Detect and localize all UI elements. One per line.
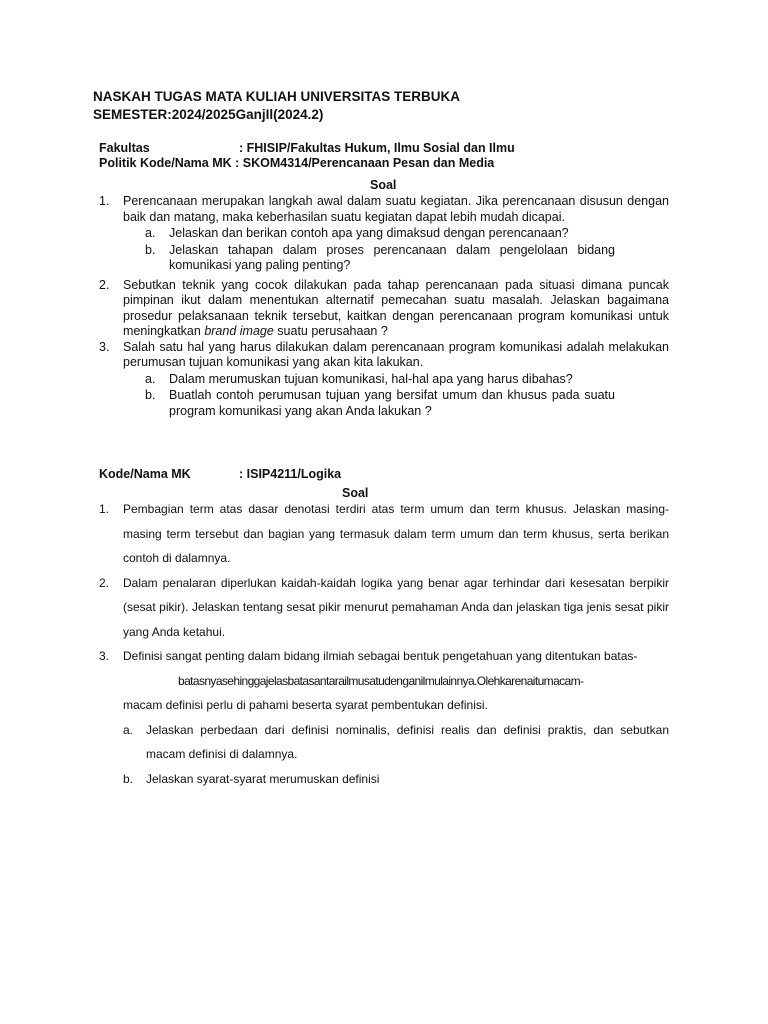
sub-letter: a.	[145, 226, 156, 240]
sub-letter: a.	[145, 371, 156, 386]
question-text-line-3: macam definisi perlu di pahami beserta syarat pembentukan definisi.	[123, 698, 488, 712]
question-text: Sebutkan teknik yang cocok dilakukan pada tahap perencanaan pada situasi dimana puncak pimpinan ikut dalam menentukan alternatif pemecahan suatu masalah. Jelaskan bagaimana prosedur pelaksanaan teknik tersebut, kaitkan dengan perencanaan program komunikasi untuk meningkatkan	[123, 277, 669, 338]
course1-question-1a	[99, 226, 615, 242]
course2-questions	[99, 497, 669, 791]
question-text: Dalam penalaran diperlukan kaidah-kaidah logika yang benar agar terhindar dari kesesatan berpikir (sesat pikir). Jelaskan tentang sesat pikir menurut pemahaman Anda dan jelaskan tiga jenis sesat pikir yang Anda ketahui.	[123, 575, 669, 639]
fakultas-row	[99, 141, 669, 156]
course1-soal-heading: Soal	[370, 178, 397, 192]
course1-question-3	[99, 340, 669, 371]
course2-question-3	[99, 644, 669, 718]
course1-question-1	[99, 194, 669, 225]
sub-text: Jelaskan perbedaan dari definisi nominalis, definisi realis dan definisi praktis, dan sebutkan macam definisi di dalamnya.	[146, 722, 669, 761]
course2-kode-value: : ISIP4211/Logika	[239, 467, 342, 481]
course1-question-1b	[99, 243, 615, 274]
brand-image-term: brand image	[204, 324, 274, 338]
course1-question-3b	[99, 388, 615, 419]
sub-letter: b.	[145, 242, 156, 257]
course2-question-3a	[99, 718, 669, 767]
semester-line: SEMESTER:2024/2025GanjIl(2024.2)	[93, 107, 324, 122]
sub-text: Jelaskan tahapan dalam proses perencanaan dalam pengelolaan bidang komunikasi yang paling penting?	[169, 242, 615, 272]
question-text-line-2: batasnyasehinggajelasbatasantarailmusatudenganilmulainnya.Olehkarenaitumacam-	[178, 673, 584, 688]
sub-text: Dalam merumuskan tujuan komunikasi, hal-hal apa yang harus dibahas?	[169, 371, 573, 386]
course1-question-2	[99, 278, 669, 340]
course1-kode-row: Politik Kode/Nama MK : SKOM4314/Perencanaan Pesan dan Media	[99, 156, 495, 170]
question-text: Perencanaan merupakan langkah awal dalam suatu kegiatan. Jika perencanaan disusun dengan baik dan matang, maka keberhasilan suatu kegiatan dapat lebih mudah dicapai.	[123, 194, 669, 224]
sub-letter: a.	[123, 722, 134, 737]
course2-question-1	[99, 497, 669, 571]
sub-text: Jelaskan syarat-syarat merumuskan definisi	[146, 771, 380, 786]
question-number: 3.	[99, 649, 110, 663]
course1-meta	[99, 141, 669, 171]
course1-questions	[99, 194, 669, 419]
question-number: 2.	[99, 277, 110, 292]
question-number: 3.	[99, 339, 110, 354]
sub-text: Buatlah contoh perumusan tujuan yang bersifat umum dan khusus pada suatu program komunikasi yang akan Anda lakukan ?	[169, 388, 615, 418]
fakultas-label: Fakultas	[99, 141, 150, 155]
question-text: Pembagian term atas dasar denotasi terdiri atas term umum dan term khusus. Jelaskan masing- masing term tersebut dan bagian yang termasuk dalam term umum dan term khusus, serta berikan contoh di dalamnya.	[123, 502, 669, 565]
course2-kode-label: Kode/Nama MK	[99, 467, 191, 481]
question-number: 1.	[99, 502, 110, 516]
course1-question-3a	[99, 372, 615, 388]
fakultas-value: : FHISIP/Fakultas Hukum, Ilmu Sosial dan Ilmu	[239, 141, 515, 155]
question-text-line-1: Definisi sangat penting dalam bidang ilmiah sebagai bentuk pengetahuan yang ditentukan batas-	[123, 649, 638, 663]
course2-question-3b	[99, 767, 669, 792]
question-text: Salah satu hal yang harus dilakukan dalam perencanaan program komunikasi adalah melakukan perumusan tujuan komunikasi yang akan kita lakukan.	[123, 339, 669, 369]
course2-soal-heading: Soal	[342, 486, 369, 500]
question-number: 2.	[99, 575, 110, 590]
course2-question-2	[99, 571, 669, 645]
sub-letter: b.	[145, 388, 156, 402]
document-title: NASKAH TUGAS MATA KULIAH UNIVERSITAS TERBUKA	[93, 89, 460, 104]
question-number: 1.	[99, 194, 110, 208]
sub-letter: b.	[123, 771, 134, 786]
course2-kode-row	[99, 467, 669, 482]
question-text-end: suatu perusahaan ?	[273, 324, 388, 338]
sub-text: Jelaskan dan berikan contoh apa yang dimaksud dengan perencanaan?	[169, 226, 569, 240]
